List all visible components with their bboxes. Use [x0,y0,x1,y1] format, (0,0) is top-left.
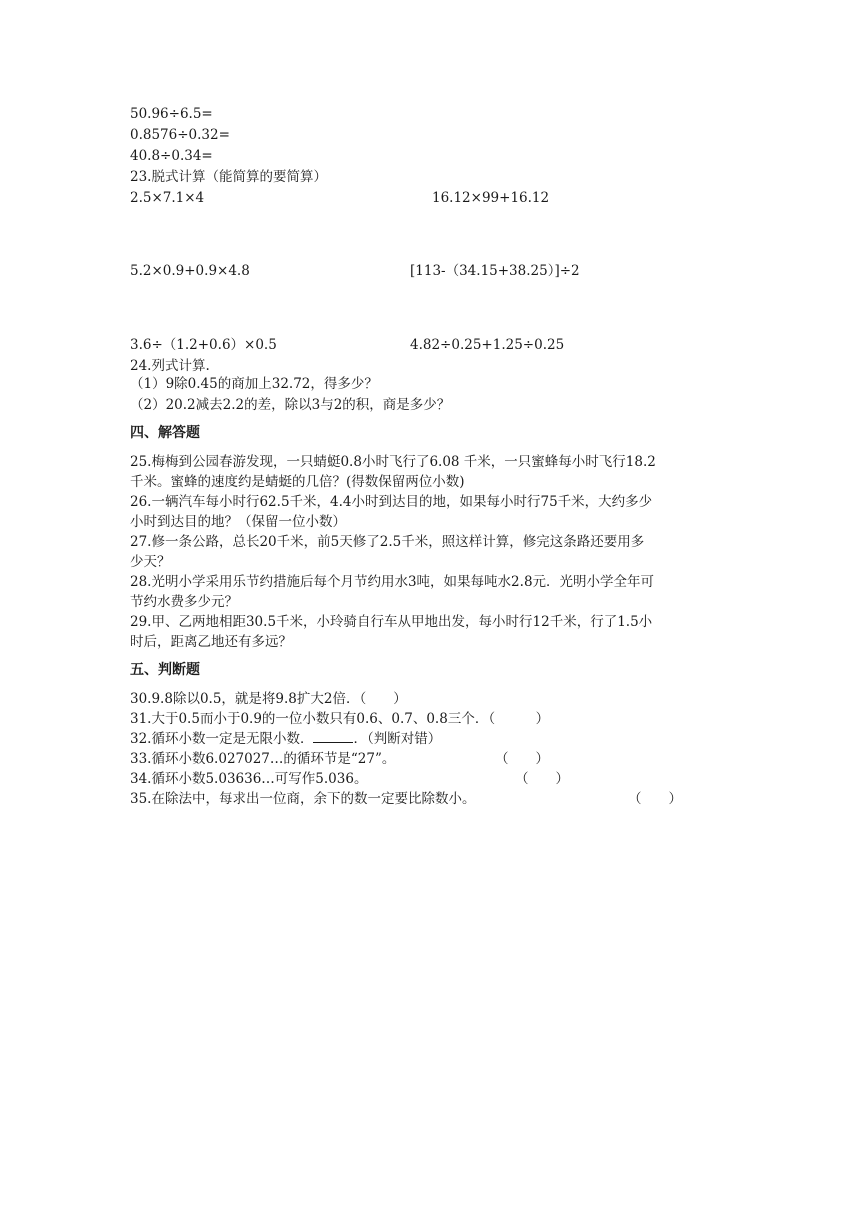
section-4-heading: 四、解答题 [130,425,200,441]
section-5-heading: 五、判断题 [130,662,200,678]
q32-text: 32.循环小数一定是无限小数． [130,731,314,747]
q27-line-1: 27.修一条公路，总长20千米，前5天修了2.5千米，照这样计算，修完这条路还要用多 [130,534,645,550]
q23-expr-6: 4.82÷0.25+1.25÷0.25 [410,337,565,353]
q27-line-2: 少天？ [130,554,171,570]
q25-line-1: 25.梅梅到公园春游发现，一只蜻蜓0.8小时飞行了6.08 千米，一只蜜蜂每小时飞行18.2 [130,454,656,470]
q23-expr-3: 5.2×0.9+0.9×4.8 [130,263,250,279]
q26-line-2: 小时到达目的地？（保留一位小数） [130,514,346,530]
q33-answer-paren[interactable]: （ ） [495,751,549,767]
q34-answer-paren[interactable]: （ ） [515,771,569,787]
q28-line-1: 28.光明小学采用乐节约措施后每个月节约用水3吨，如果每吨水2.8元．光明小学全年可 [130,574,655,590]
q35-answer-paren[interactable]: （ ） [628,791,682,807]
q23-expr-1: 2.5×7.1×4 [130,190,205,206]
q32-suffix: ．（判断对错） [353,731,442,747]
q34-statement: 34.循环小数5.03636…可写作5.036。 [130,771,368,787]
q23-title: 23.脱式计算（能简算的要简算） [130,169,327,185]
q23-expr-2: 16.12×99+16.12 [432,190,550,206]
q24-item-1: （1）9除0.45的商加上32.72，得多少？ [130,376,378,392]
division-problem-1: 50.96÷6.5= [130,106,213,122]
q30-statement: 30.9.8除以0.5，就是将9.8扩大2倍．（ ） [130,691,407,707]
q29-line-2: 时后，距离乙地还有多远？ [130,634,292,650]
q25-line-2: 千米。蜜蜂的速度约是蜻蜓的几倍？(得数保留两位小数) [130,474,465,490]
q31-statement: 31.大于0.5而小于0.9的一位小数只有0.6、0.7、0.8三个．（ ） [130,711,550,727]
q23-expr-4: [113-（34.15+38.25）]÷2 [410,263,580,279]
q26-line-1: 26.一辆汽车每小时行62.5千米，4.4小时到达目的地，如果每小时行75千米，大约多少 [130,494,653,510]
q35-statement: 35.在除法中，每求出一位商，余下的数一定要比除数小。 [130,791,476,807]
q33-statement: 33.循环小数6.027027…的循环节是“27”。 [130,751,396,767]
q29-line-1: 29.甲、乙两地相距30.5千米，小玲骑自行车从甲地出发，每小时行12千米，行了1.5小 [130,614,653,630]
answer-blank[interactable] [313,730,353,743]
q28-line-2: 节约水费多少元？ [130,594,238,610]
q23-expr-5: 3.6÷（1.2+0.6）×0.5 [130,337,277,353]
q24-title: 24.列式计算. [130,358,210,374]
q24-item-2: （2）20.2减去2.2的差，除以3与2的积，商是多少？ [130,397,451,413]
division-problem-2: 0.8576÷0.32= [130,127,230,143]
q32-statement [130,730,441,749]
division-problem-3: 40.8÷0.34= [130,148,213,164]
